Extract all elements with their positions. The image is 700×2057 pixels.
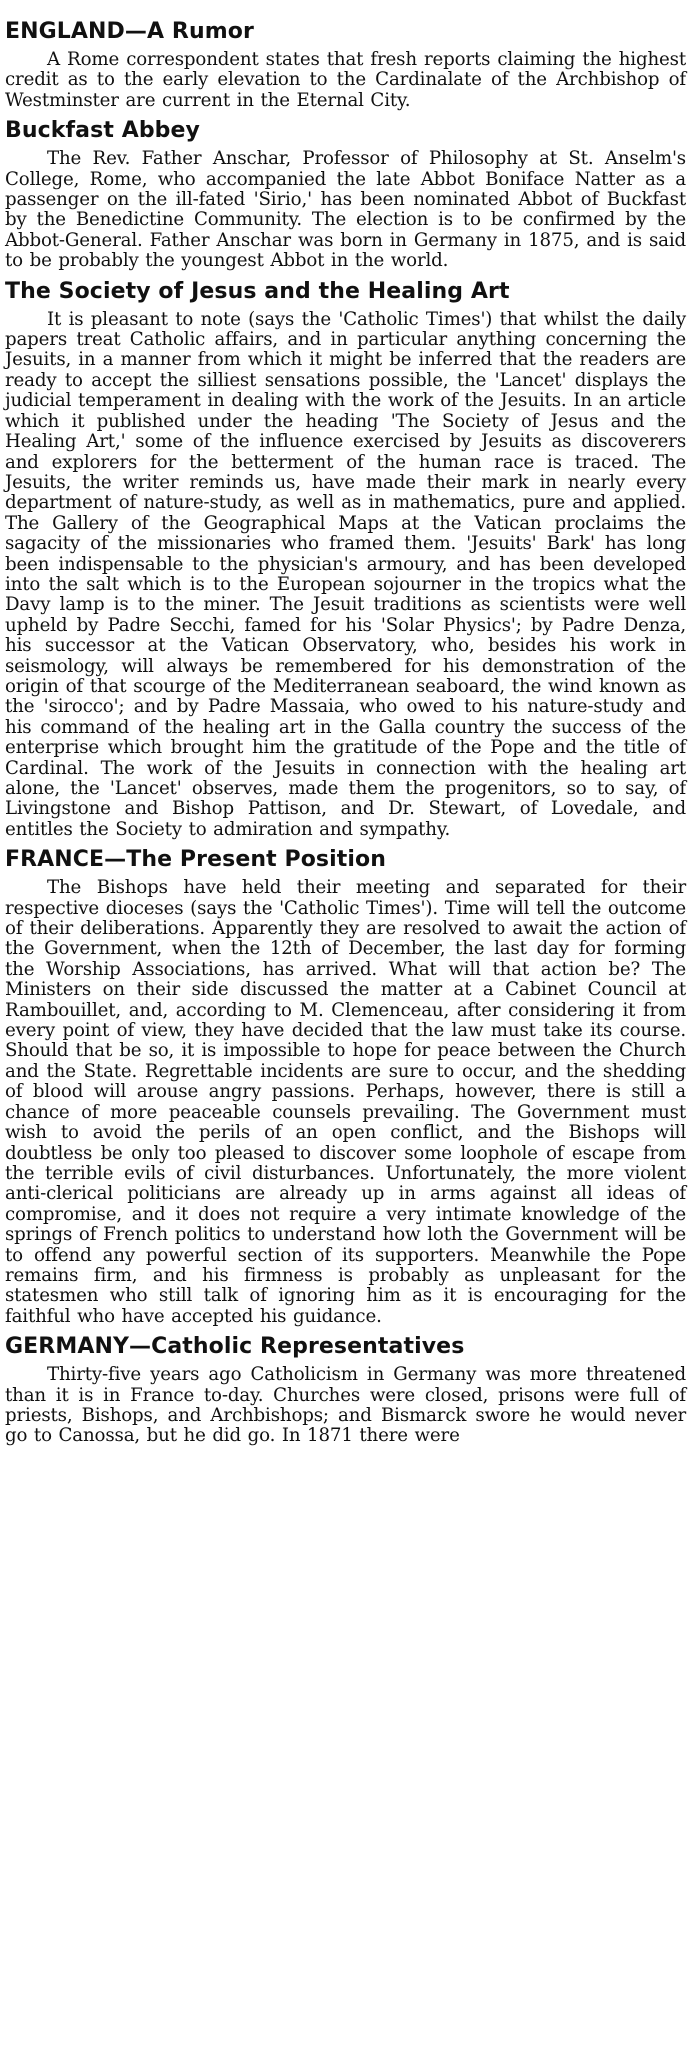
- article-germany: [5, 1333, 686, 1447]
- article-body: The Bishops have held their meeting and separated for their respective dioceses (says the 'Catholic Times'). Time will tell the outcome of their deliberations. Apparently they are resolved to await the action of the Government, when the 12th of December, the last day for forming the Worship Associations, has arrived. What will that action be? The Ministers on their side discussed the matter at a Cabinet Council at Rambouillet, and, according to M. Clemenceau, after considering it from every point of view, they have decided that the law must take its course. Should that be so, it is impossible to hope for peace between the Church and the State. Regrettable incidents are sure to occur, and the shedding of blood will arouse angry passions. Perhaps, however, there is still a chance of more peaceable counsels prevailing. The Government must wish to avoid the perils of an open conflict, and the Bishops will doubtless be only too pleased to discover some loophole of escape from the terrible evils of civil disturbances. Unfortunately, the more violent anti-clerical politicians are already up in arms against all ideas of compromise, and it does not require a very intimate knowledge of the springs of French politics to understand how loth the Government will be to offend any powerful section of its supporters. Meanwhile the Pope remains firm, and his firmness is probably as unpleasant for the statesmen who still talk of ignoring him as it is encouraging for the faithful who have accepted his guidance.: [5, 877, 686, 1327]
- article-heading: Buckfast Abbey: [5, 118, 200, 144]
- article-body: The Rev. Father Anschar, Professor of Philosophy at St. Anselm's College, Rome, who accompanied the late Abbot Boniface Natter as a passenger on the ill-fated 'Sirio,' has been nominated Abbot of Buckfast by the Benedictine Community. The election is to be confirmed by the Abbot-General. Father Anschar was born in Germany in 1875, and is said to be probably the youngest Abbot in the world.: [5, 148, 686, 272]
- article-buckfast-abbey: [5, 117, 686, 271]
- article-body: It is pleasant to note (says the 'Catholic Times') that whilst the daily papers treat Catholic affairs, and in particular anything concerning the Jesuits, in a manner from which it might be inferred that the readers are ready to accept the silliest sensations possible, the 'Lancet' displays the judicial temperament in dealing with the work of the Jesuits. In an article which it published under the heading 'The Society of Jesus and the Healing Art,' some of the influence exercised by Jesuits as discoverers and explorers for the betterment of the human race is traced. The Jesuits, the writer reminds us, have made their mark in nearly every department of nature-study, as well as in mathematics, pure and applied. The Gallery of the Geographical Maps at the Vatican proclaims the sagacity of the missionaries who framed them. 'Jesuits' Bark' has long been indispensable to the physician's armoury, and has been developed into the salt which is to the European sojourner in the tropics what the Davy lamp is to the miner. The Jesuit traditions as scientists were well upheld by Padre Secchi, famed for his 'Solar Physics'; by Padre Denza, his successor at the Vatican Observatory, who, besides his work in seismology, will always be remembered for his demonstration of the origin of that scourge of the Mediterranean seaboard, the wind known as the 'sirocco'; and by Padre Massaia, who owed to his nature-study and his command of the healing art in the Galla country the success of the enterprise which brought him the gratitude of the Pope and the title of Cardinal. The work of the Jesuits in connection with the healing art alone, the 'Lancet' observes, made them the progenitors, so to say, of Livingstone and Bishop Pattison, and Dr. Stewart, of Lovedale, and entitles the Society to admiration and sympathy.: [5, 308, 686, 840]
- article-heading: The Society of Jesus and the Healing Art: [5, 278, 510, 304]
- article-body: Thirty-five years ago Catholicism in Germany was more threatened than it is in France to-day. Churches were closed, prisons were full of priests, Bishops, and Archbishops; and Bismarck swore he would never go to Canossa, but he did go. In 1871 there were: [5, 1364, 686, 1447]
- article-heading: GERMANY—Catholic Representatives: [5, 1334, 465, 1360]
- article-body: A Rome correspondent states that fresh reports claiming the highest credit as to the early elevation to the Cardinalate of the Archbishop of Westminster are current in the Eternal City.: [5, 49, 686, 111]
- article-heading: FRANCE—The Present Position: [5, 847, 386, 873]
- article-heading: ENGLAND—A Rumor: [5, 19, 254, 44]
- article-france: [5, 846, 686, 1327]
- article-society-of-jesus: [5, 278, 686, 841]
- article-england: [5, 18, 686, 111]
